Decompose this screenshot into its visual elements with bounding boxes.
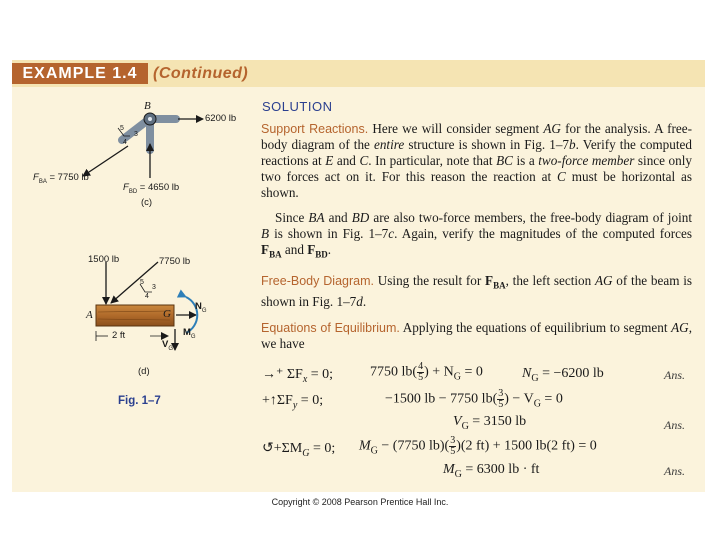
eq2-label: $+↑\Sigma F_y = 0$;: [262, 393, 324, 411]
label-point-b: B: [144, 100, 151, 112]
label-7750: 7750 lb: [159, 256, 191, 267]
label-mg: $M_G$: [183, 327, 196, 340]
equations-paragraph: Equations of Equilibrium. Applying the equations of equilibrium to segment AG, we have: [261, 320, 692, 351]
figure-c: [83, 113, 203, 178]
label-ng: $N_G$: [195, 301, 207, 314]
since-paragraph: Since BA and BD are also two-force members, the free-body diagram of joint B is shown in Fig. 1–7c. Again, verify the magnitudes of the computed forces $F_{BA}$ and $F_{BD}$.: [261, 210, 692, 260]
eq1-label: →⁺ $\Sigma F_x = 0$;: [262, 367, 334, 385]
solution-heading: SOLUTION: [262, 99, 333, 114]
figure-caption: Fig. 1–7: [118, 395, 161, 407]
eq1-body: 7750 lb( $\frac{4}{5}$ ) + $N_G = 0$: [370, 361, 483, 383]
eq1-ans: Ans.: [664, 368, 685, 382]
continued-label: (Continued): [153, 65, 249, 82]
eq2-ans: Ans.: [664, 418, 685, 432]
free-body-paragraph: Free-Body Diagram. Using the result for $F_{BA}$, the left section AG of the beam is shown in Fig. 1–7d.: [261, 273, 693, 309]
eq1-fraction: $\frac{4}{5}$: [418, 361, 424, 383]
eq1-result: $N_G = -6200$ lb: [522, 366, 604, 384]
label-slope-d-3: 3: [152, 284, 156, 291]
caption-c: (c): [141, 197, 153, 208]
load-7750-arrow: [111, 262, 158, 303]
label-point-a: A: [86, 309, 93, 321]
label-vg: $V_G$: [162, 339, 174, 352]
label-point-g: G: [163, 308, 171, 320]
label-slope-d-5: 5: [140, 279, 144, 286]
copyright-notice: Copyright © 2008 Pearson Prentice Hall Inc.: [271, 497, 449, 507]
eq3-body: $M_G - (7750$ lb)( $\frac{3}{5}$ )(2 ft) + 1500 lb(2 ft) = 0: [359, 435, 597, 457]
eq3-label: $↺+\Sigma M_G = 0$;: [262, 441, 336, 459]
label-slope-c-3: 3: [134, 131, 138, 138]
eq3-fraction: $\frac{3}{5}$: [450, 435, 456, 457]
support-reactions-paragraph: Support Reactions. Here we will consider segment AG for the analysis. A free-body diagram of the entire structure is shown in Fig. 1–7b. Verify the computed reactions at E and C. In particular, note that BC is a two-force member since only two forces act on it. For this reason the reaction at C must be horizontal as shown.: [261, 121, 693, 200]
label-fba: $F_{BA} = 7750$ lb: [33, 172, 89, 185]
pin-b: [148, 117, 152, 121]
label-dim-2ft: 2 ft: [112, 330, 126, 341]
example-label: EXAMPLE 1.4: [12, 63, 148, 84]
label-slope-c-4: 4: [123, 139, 127, 146]
eq3-result: $M_G = 6300$ lb · ft: [443, 462, 540, 480]
label-6200: 6200 lb: [205, 113, 237, 124]
eq3-ans: Ans.: [664, 464, 685, 478]
caption-d: (d): [138, 366, 150, 377]
force-fba-arrow: [83, 146, 128, 176]
label-slope-d-4: 4: [145, 293, 149, 300]
eq2-result: $V_G = 3150$ lb: [453, 414, 527, 432]
label-slope-c-5: 5: [120, 125, 124, 132]
eq2-fraction: $\frac{3}{5}$: [498, 388, 504, 410]
label-fbd: $F_{BD} = 4650$ lb: [123, 182, 180, 195]
eq2-body: −1500 lb − 7750 lb( $\frac{3}{5}$ ) − $V_G = 0$: [385, 388, 563, 410]
label-1500: 1500 lb: [88, 254, 120, 265]
